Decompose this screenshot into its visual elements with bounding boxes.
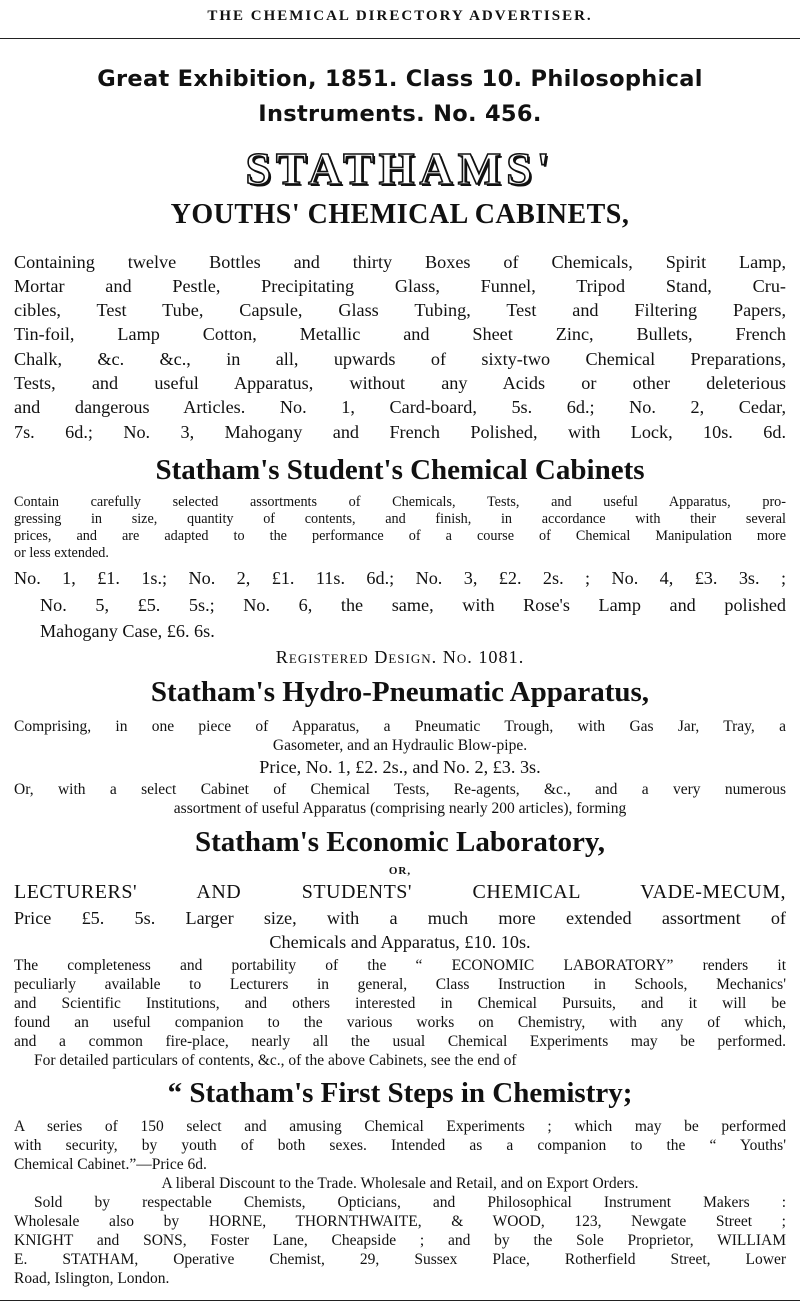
brand-title: STATHAMS' [245,143,555,194]
trade-line: Sold by respectable Chemists, Opticians, and Philosophical Instrument Makers : [34,1194,786,1211]
student-price-line: No. 5, £5. 5s.; No. 6, the same, with Rose's Lamp and polished [40,595,786,615]
economic-or: OR, [388,865,412,877]
student-price-line: Mahogany Case, £6. 6s. [40,621,215,641]
economic-subheading: LECTURERS' AND STUDENTS' CHEMICAL VADE-MECUM, [14,881,786,903]
economic-price-line: Chemicals and Apparatus, £10. 10s. [269,932,531,952]
economic-desc-line: peculiarly available to Lecturers in general, Class Instruction in Schools, Mechanics' [14,976,786,993]
first-steps-line: with security, by youth of both sexes. Intended as a companion to the “ Youths' [14,1137,786,1154]
footer-rule [0,1300,800,1301]
youths-line: Tests, and useful Apparatus, without any Acids or other deleterious [14,373,786,393]
economic-desc-line: and Scientific Institutions, and others interested in Chemical Pursuits, and it will be [14,995,786,1012]
header-rule [0,38,800,39]
trade-line: A liberal Discount to the Trade. Wholesale and Retail, and on Export Orders. [161,1175,639,1192]
student-heading: Statham's Student's Chemical Cabinets [155,454,645,486]
youths-line: 7s. 6d.; No. 3, Mahogany and French Polished, with Lock, 10s. 6d. [14,422,786,442]
hydro-line: Comprising, in one piece of Apparatus, a Pneumatic Trough, with Gas Jar, Tray, a [14,718,786,735]
youths-line: Chalk, &c. &c., in all, upwards of sixty-two Chemical Preparations, [14,349,786,369]
first-steps-line: Chemical Cabinet.”—Price 6d. [14,1156,207,1173]
economic-desc-line: and a common fire-place, nearly all the usual Chemical Experiments may be performed. [14,1033,786,1050]
economic-desc-line: found an useful companion to the various works on Chemistry, with any of which, [14,1014,786,1031]
trade-line: KNIGHT and SONS, Foster Lane, Cheapside ; and by the Sole Proprietor, WILLIAM [14,1232,786,1249]
student-desc-line: or less extended. [14,545,109,561]
youths-line: Mortar and Pestle, Precipitating Glass, Funnel, Tripod Stand, Cru- [14,276,786,296]
first-steps-heading: “ Statham's First Steps in Chemistry; [167,1077,633,1109]
hydro-price: Price, No. 1, £2. 2s., and No. 2, £3. 3s. [259,757,541,777]
trade-line: Wholesale also by HORNE, THORNTHWAITE, & WOOD, 123, Newgate Street ; [14,1213,786,1230]
student-price-line: No. 1, £1. 1s.; No. 2, £1. 11s. 6d.; No. 3, £2. 2s. ; No. 4, £3. 3s. ; [14,568,786,588]
hydro-line: Gasometer, and an Hydraulic Blow-pipe. [272,737,528,754]
economic-heading: Statham's Economic Laboratory, [194,826,606,858]
exhibition-line-2: Instruments. No. 456. [258,101,542,127]
trade-line: E. STATHAM, Operative Chemist, 29, Sussex Place, Rotherfield Street, Lower [14,1251,786,1268]
student-desc-line: prices, and are adapted to the performance of a course of Chemical Manipulation more [14,528,786,544]
first-steps-line: A series of 150 select and amusing Chemical Experiments ; which may be performed [14,1118,786,1135]
student-desc-line: gressing in size, quantity of contents, and finish, in accordance with their several [14,511,786,527]
youths-line: Containing twelve Bottles and thirty Boxes of Chemicals, Spirit Lamp, [14,252,786,272]
page-header: THE CHEMICAL DIRECTORY ADVERTISER. [207,8,593,24]
youths-line: Tin-foil, Lamp Cotton, Metallic and Sheet Zinc, Bullets, French [14,324,786,344]
trade-line: Road, Islington, London. [14,1270,170,1287]
youths-line: cibles, Test Tube, Capsule, Glass Tubing, Test and Filtering Papers, [14,300,786,320]
economic-desc-line: The completeness and portability of the “ ECONOMIC LABORATORY” renders it [14,957,786,974]
hydro-heading: Statham's Hydro-Pneumatic Apparatus, [150,676,650,708]
student-desc-line: Contain carefully selected assortments of Chemicals, Tests, and useful Apparatus, pro- [14,494,786,510]
economic-price-line: Price £5. 5s. Larger size, with a much more extended assortment of [14,908,786,928]
economic-desc-line: For detailed particulars of contents, &c., of the above Cabinets, see the end of [34,1052,517,1069]
exhibition-line-1: Great Exhibition, 1851. Class 10. Philosophical [97,66,703,92]
registered-design: Registered Design. No. 1081. [275,647,525,667]
hydro-or-line: Or, with a select Cabinet of Chemical Tests, Re-agents, &c., and a very numerous [14,781,786,798]
hydro-or-line: assortment of useful Apparatus (comprising nearly 200 articles), forming [173,800,627,817]
youths-line: and dangerous Articles. No. 1, Card-board, 5s. 6d.; No. 2, Cedar, [14,397,786,417]
youths-heading: YOUTHS' CHEMICAL CABINETS, [170,199,630,230]
